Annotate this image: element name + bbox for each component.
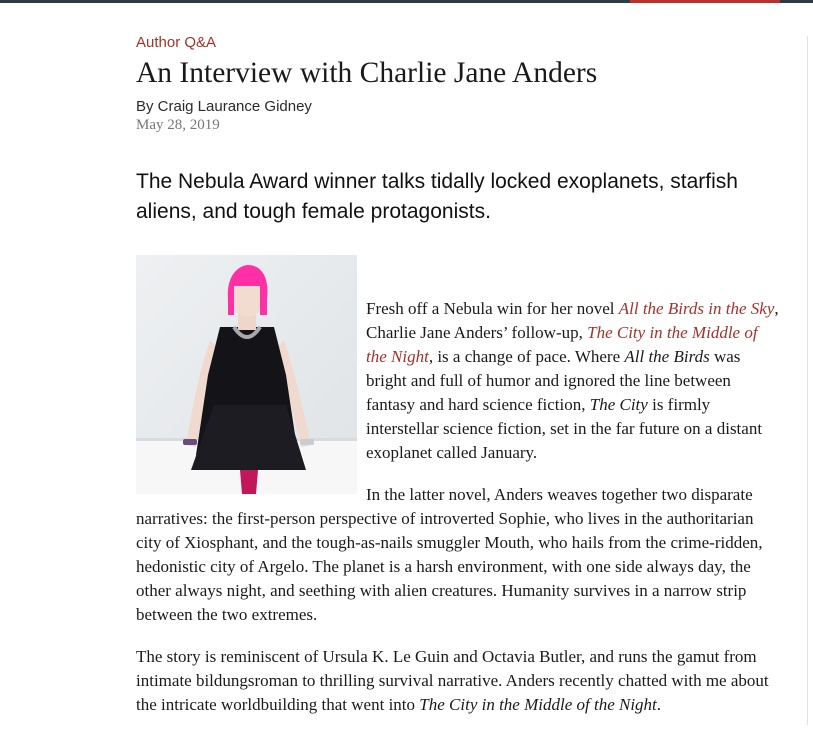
paragraph-text: is firmly interstellar science fiction, set in the far future on a distant exoplanet called January. <box>366 395 763 462</box>
book-title-italic: The City <box>589 395 648 414</box>
book-title-italic: All the Birds <box>624 347 710 366</box>
book-link-all-the-birds[interactable]: All the Birds in the Sky <box>618 299 775 318</box>
page-edge-divider <box>807 36 808 725</box>
paragraph-text: , Charlie Jane Anders’ follow-up, <box>366 299 779 342</box>
book-title-italic: The City in the Middle of the Night <box>419 695 657 714</box>
paragraph-text: The story is reminiscent of Ursula K. Le Guin and Octavia Butler, and runs the gamut from intimate bildungsroman to thrilling survival narrative. Anders recently chatted with me about the intricate worldbuilding that went into <box>136 647 769 714</box>
paragraph-text: . <box>656 695 662 714</box>
article <box>136 33 781 735</box>
paragraph-text: was bright and full of humor and ignored the line between fantasy and hard science fiction, <box>366 347 741 414</box>
article-byline: By Craig Laurance Gidney <box>136 98 312 115</box>
article-dek: The Nebula Award winner talks tidally locked exoplanets, starfish aliens, and tough female protagonists. <box>136 170 738 223</box>
author-photo <box>136 255 357 494</box>
article-paragraph: In the latter novel, Anders weaves together two disparate narratives: the first-person perspective of introverted Sophie, who lives in the authoritarian city of Xiosphant, and the tough-as-nails smuggler Mouth, who hails from the crime-ridden, hedonistic city of Argelo. The planet is a harsh environment, with one side always day, the other always night, and seething with alien creatures. Humanity survives in a narrow strip between the two extremes. <box>136 485 763 624</box>
paragraph-text: Fresh off a Nebula win for her novel <box>366 299 619 318</box>
active-nav-indicator <box>630 0 780 3</box>
page-title: An Interview with Charlie Jane Anders <box>136 57 598 89</box>
book-link-the-city[interactable]: The City in the Middle of the Night <box>366 323 758 366</box>
article-date: May 28, 2019 <box>136 117 220 133</box>
article-paragraph <box>136 645 781 717</box>
paragraph-text: , is a change of pace. Where <box>428 347 625 366</box>
article-category[interactable]: Author Q&A <box>136 34 217 51</box>
article-body <box>136 255 781 717</box>
